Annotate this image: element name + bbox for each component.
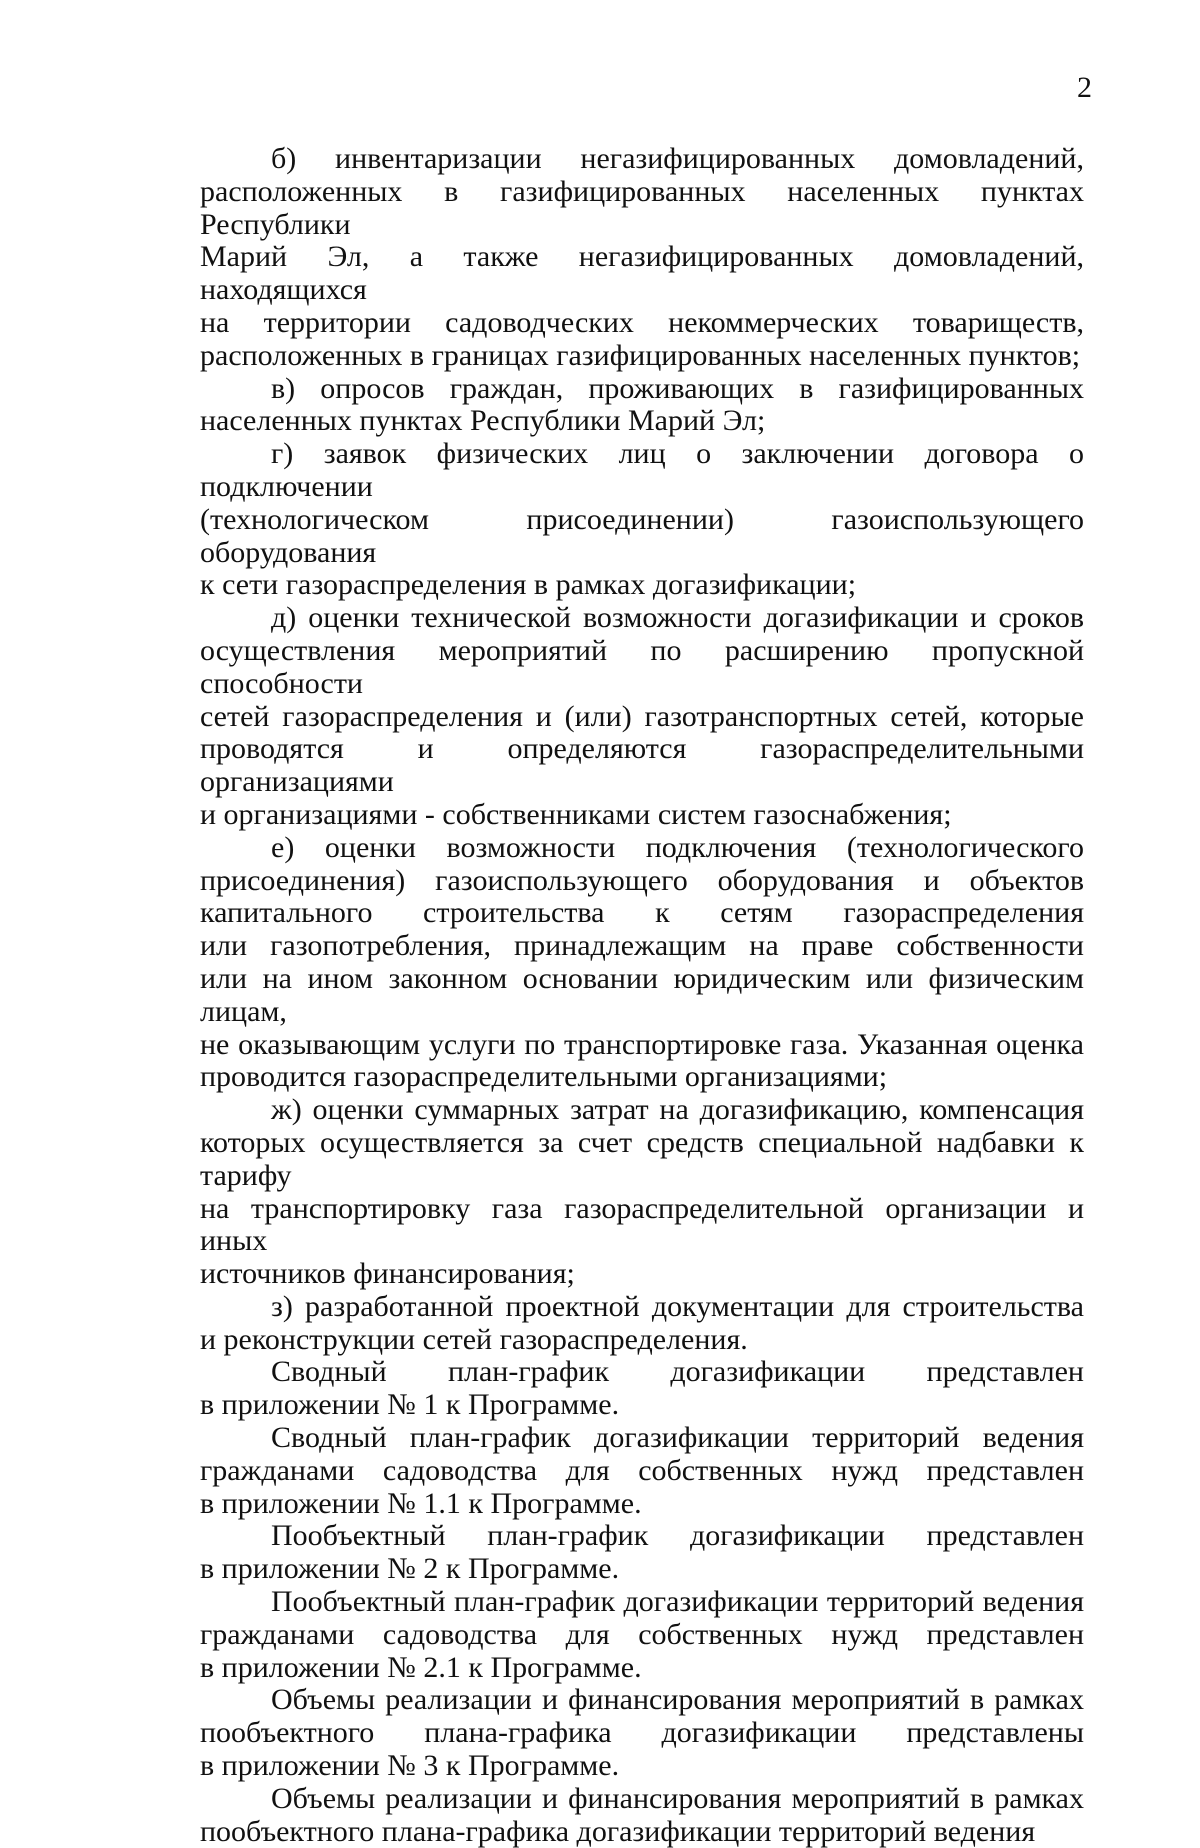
body-paragraph (200, 373, 1084, 439)
text-line: сетей газораспределения и (или) газотранспортных сетей, которые (200, 699, 1084, 733)
text-line: не оказывающим услуги по транспортировке газа. Указанная оценка (200, 1027, 1084, 1061)
body-paragraph (200, 143, 1084, 373)
body-paragraph (200, 1684, 1084, 1782)
text-line: Сводный план-график догазификации представлен (271, 1355, 1084, 1389)
text-line: источников финансирования; (200, 1257, 575, 1291)
text-line: в приложении № 3 к Программе. (200, 1749, 620, 1783)
body-paragraph (200, 1422, 1084, 1520)
text-line: или газопотребления, принадлежащим на праве собственности (200, 929, 1084, 963)
text-line: (технологическом присоединении) газоиспользующего оборудования (200, 502, 1084, 569)
text-line: Объемы реализации и финансирования мероприятий в рамках (271, 1781, 1084, 1815)
body-paragraph (200, 832, 1084, 1094)
text-line: б) инвентаризации негазифицированных домовладений, (271, 142, 1084, 175)
body-paragraph (200, 438, 1084, 602)
text-line: Объемы реализации и финансирования мероприятий в рамках (271, 1683, 1084, 1717)
body-paragraph (200, 1783, 1084, 1848)
text-line: ж) оценки суммарных затрат на догазификацию, компенсация (271, 1093, 1084, 1127)
body-paragraph (200, 1586, 1084, 1684)
page-number: 2 (1077, 71, 1092, 104)
body-paragraph (200, 1291, 1084, 1357)
text-line: расположенных в газифицированных населенных пунктах Республики (200, 174, 1084, 241)
text-line: Пообъектный план-график догазификации территорий ведения (271, 1585, 1084, 1619)
text-line: е) оценки возможности подключения (технологического (271, 830, 1084, 864)
document-body (200, 143, 1084, 1848)
text-line: и реконструкции сетей газораспределения. (200, 1322, 748, 1356)
text-line: или на ином законном основании юридическим или физическим лицам, (200, 961, 1084, 1028)
text-line: пообъектного плана-графика догазификации территорий ведения (200, 1814, 1036, 1848)
text-line: в приложении № 1 к Программе. (200, 1388, 620, 1422)
text-line: д) оценки технической возможности догазификации и сроков (271, 601, 1084, 635)
text-line: в приложении № 2 к Программе. (200, 1552, 620, 1586)
text-line: осуществления мероприятий по расширению пропускной способности (200, 633, 1084, 700)
text-line: в приложении № 2.1 к Программе. (200, 1650, 642, 1684)
text-line: в) опросов граждан, проживающих в газифицированных (271, 371, 1084, 405)
body-paragraph (200, 1094, 1084, 1291)
body-paragraph (200, 1520, 1084, 1586)
text-line: проводятся и определяются газораспределительными организациями (200, 732, 1084, 799)
text-line: и организациями - собственниками систем газоснабжения; (200, 797, 952, 831)
body-paragraph (200, 602, 1084, 832)
body-paragraph (200, 1356, 1084, 1422)
text-line: присоединения) газоиспользующего оборудования и объектов (200, 863, 1084, 897)
text-line: капитального строительства к сетям газораспределения (200, 896, 1084, 930)
text-line: Марий Эл, а также негазифицированных домовладений, находящихся (200, 240, 1084, 307)
text-line: гражданами садоводства для собственных нужд представлен (200, 1617, 1084, 1651)
text-line: гражданами садоводства для собственных нужд представлен (200, 1453, 1084, 1487)
text-line: з) разработанной проектной документации для строительства (271, 1289, 1084, 1323)
text-line: к сети газораспределения в рамках догазификации; (200, 568, 857, 602)
text-line: пообъектного плана-графика догазификации представлены (200, 1716, 1084, 1750)
text-line: на транспортировку газа газораспределительной организации и иных (200, 1191, 1084, 1258)
text-line: которых осуществляется за счет средств специальной надбавки к тарифу (200, 1125, 1084, 1192)
text-line: в приложении № 1.1 к Программе. (200, 1486, 642, 1520)
text-line: расположенных в границах газифицированных населенных пунктов; (200, 338, 1081, 372)
text-line: г) заявок физических лиц о заключении договора о подключении (200, 437, 1084, 503)
text-line: Пообъектный план-график догазификации представлен (271, 1519, 1084, 1553)
text-line: Сводный план-график догазификации территорий ведения (271, 1421, 1084, 1455)
text-line: населенных пунктах Республики Марий Эл; (200, 404, 766, 438)
text-line: на территории садоводческих некоммерческих товариществ, (200, 305, 1084, 339)
text-line: проводится газораспределительными организациями; (200, 1060, 888, 1094)
